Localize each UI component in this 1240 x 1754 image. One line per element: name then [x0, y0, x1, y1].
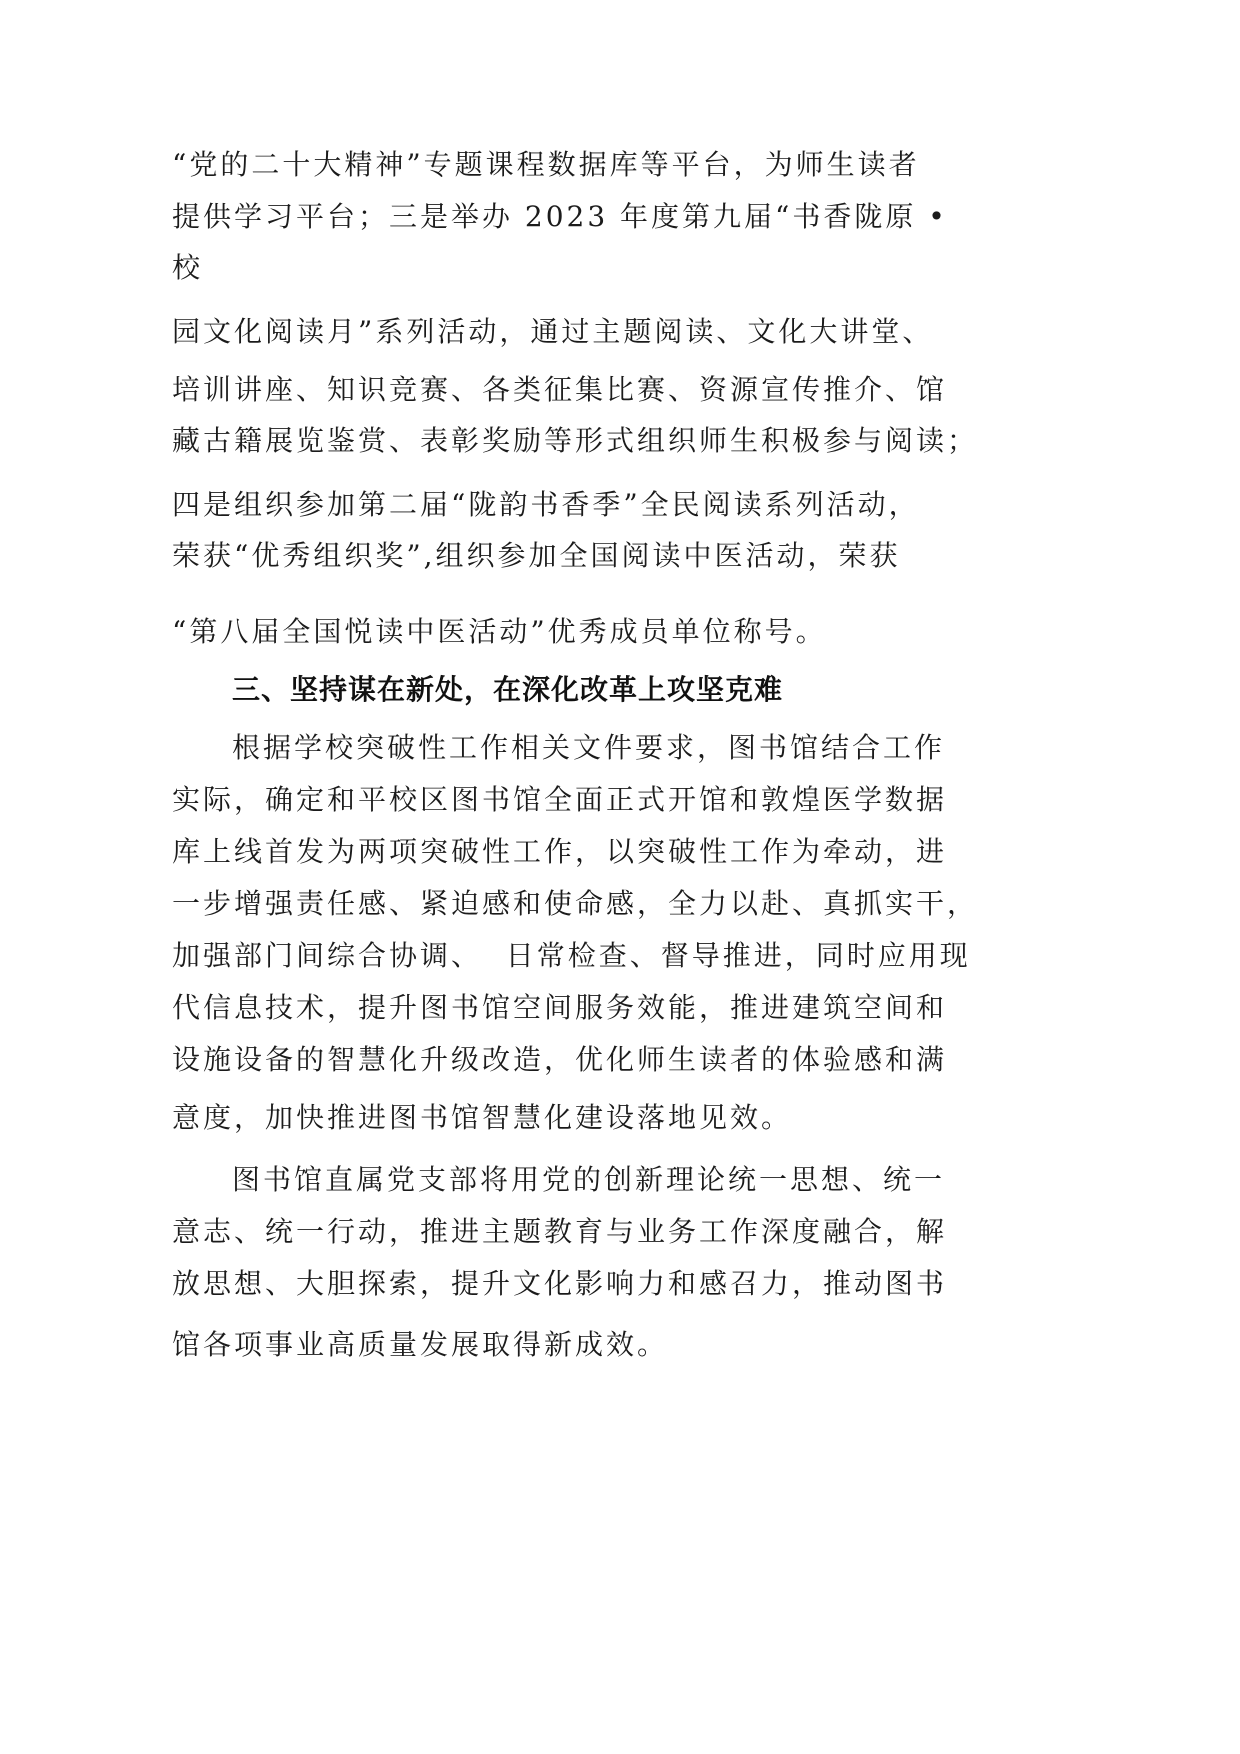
paragraph-1-line-6: 藏古籍展览鉴赏、表彰奖励等形式组织师生积极参与阅读；: [172, 424, 979, 457]
paragraph-3-line-4: 馆各项事业高质量发展取得新成效。: [172, 1328, 669, 1361]
paragraph-3-line-1: 图书馆直属党支部将用党的创新理论统一思想、统一: [232, 1163, 946, 1196]
paragraph-1-line-1: “党的二十大精神”专题课程数据库等平台，为师生读者: [172, 148, 920, 181]
paragraph-3-line-3: 放思想、大胆探索，提升文化影响力和感召力，推动图书: [172, 1267, 948, 1300]
paragraph-1-line-2: 提供学习平台；三是举办 2023 年度第九届“书香陇原 •: [172, 200, 948, 233]
paragraph-2-line-5: 加强部门间综合协调、 日常检查、督导推进，同时应用现: [172, 939, 971, 972]
paragraph-2-line-8: 意度，加快推进图书馆智慧化建设落地见效。: [172, 1101, 793, 1134]
paragraph-1-line-5: 培训讲座、知识竞赛、各类征集比赛、资源宣传推介、馆: [172, 373, 948, 406]
paragraph-3-line-2: 意志、统一行动，推进主题教育与业务工作深度融合，解: [172, 1215, 948, 1248]
paragraph-2-line-7: 设施设备的智慧化升级改造，优化师生读者的体验感和满: [172, 1043, 948, 1076]
paragraph-2-line-4: 一步增强责任感、紧迫感和使命感，全力以赴、真抓实干，: [172, 887, 979, 920]
paragraph-1-line-4: 园文化阅读月”系列活动，通过主题阅读、文化大讲堂、: [172, 315, 934, 348]
paragraph-1-line-8: 荣获“优秀组织奖”,组织参加全国阅读中医活动，荣获: [172, 539, 901, 572]
paragraph-2-line-1: 根据学校突破性工作相关文件要求，图书馆结合工作: [232, 731, 946, 764]
paragraph-1-line-3: 校: [172, 251, 204, 284]
paragraph-2-line-2: 实际，确定和平校区图书馆全面正式开馆和敦煌医学数据: [172, 783, 948, 816]
paragraph-2-line-3: 库上线首发为两项突破性工作，以突破性工作为牵动，进: [172, 835, 948, 868]
paragraph-1-line-9: “第八届全国悦读中医活动”优秀成员单位称号。: [172, 615, 827, 648]
paragraph-1-line-7: 四是组织参加第二届“陇韵书香季”全民阅读系列活动，: [172, 488, 920, 521]
section-heading: 三、坚持谋在新处，在深化改革上攻坚克难: [232, 673, 784, 706]
paragraph-2-line-6: 代信息技术，提升图书馆空间服务效能，推进建筑空间和: [172, 991, 948, 1024]
